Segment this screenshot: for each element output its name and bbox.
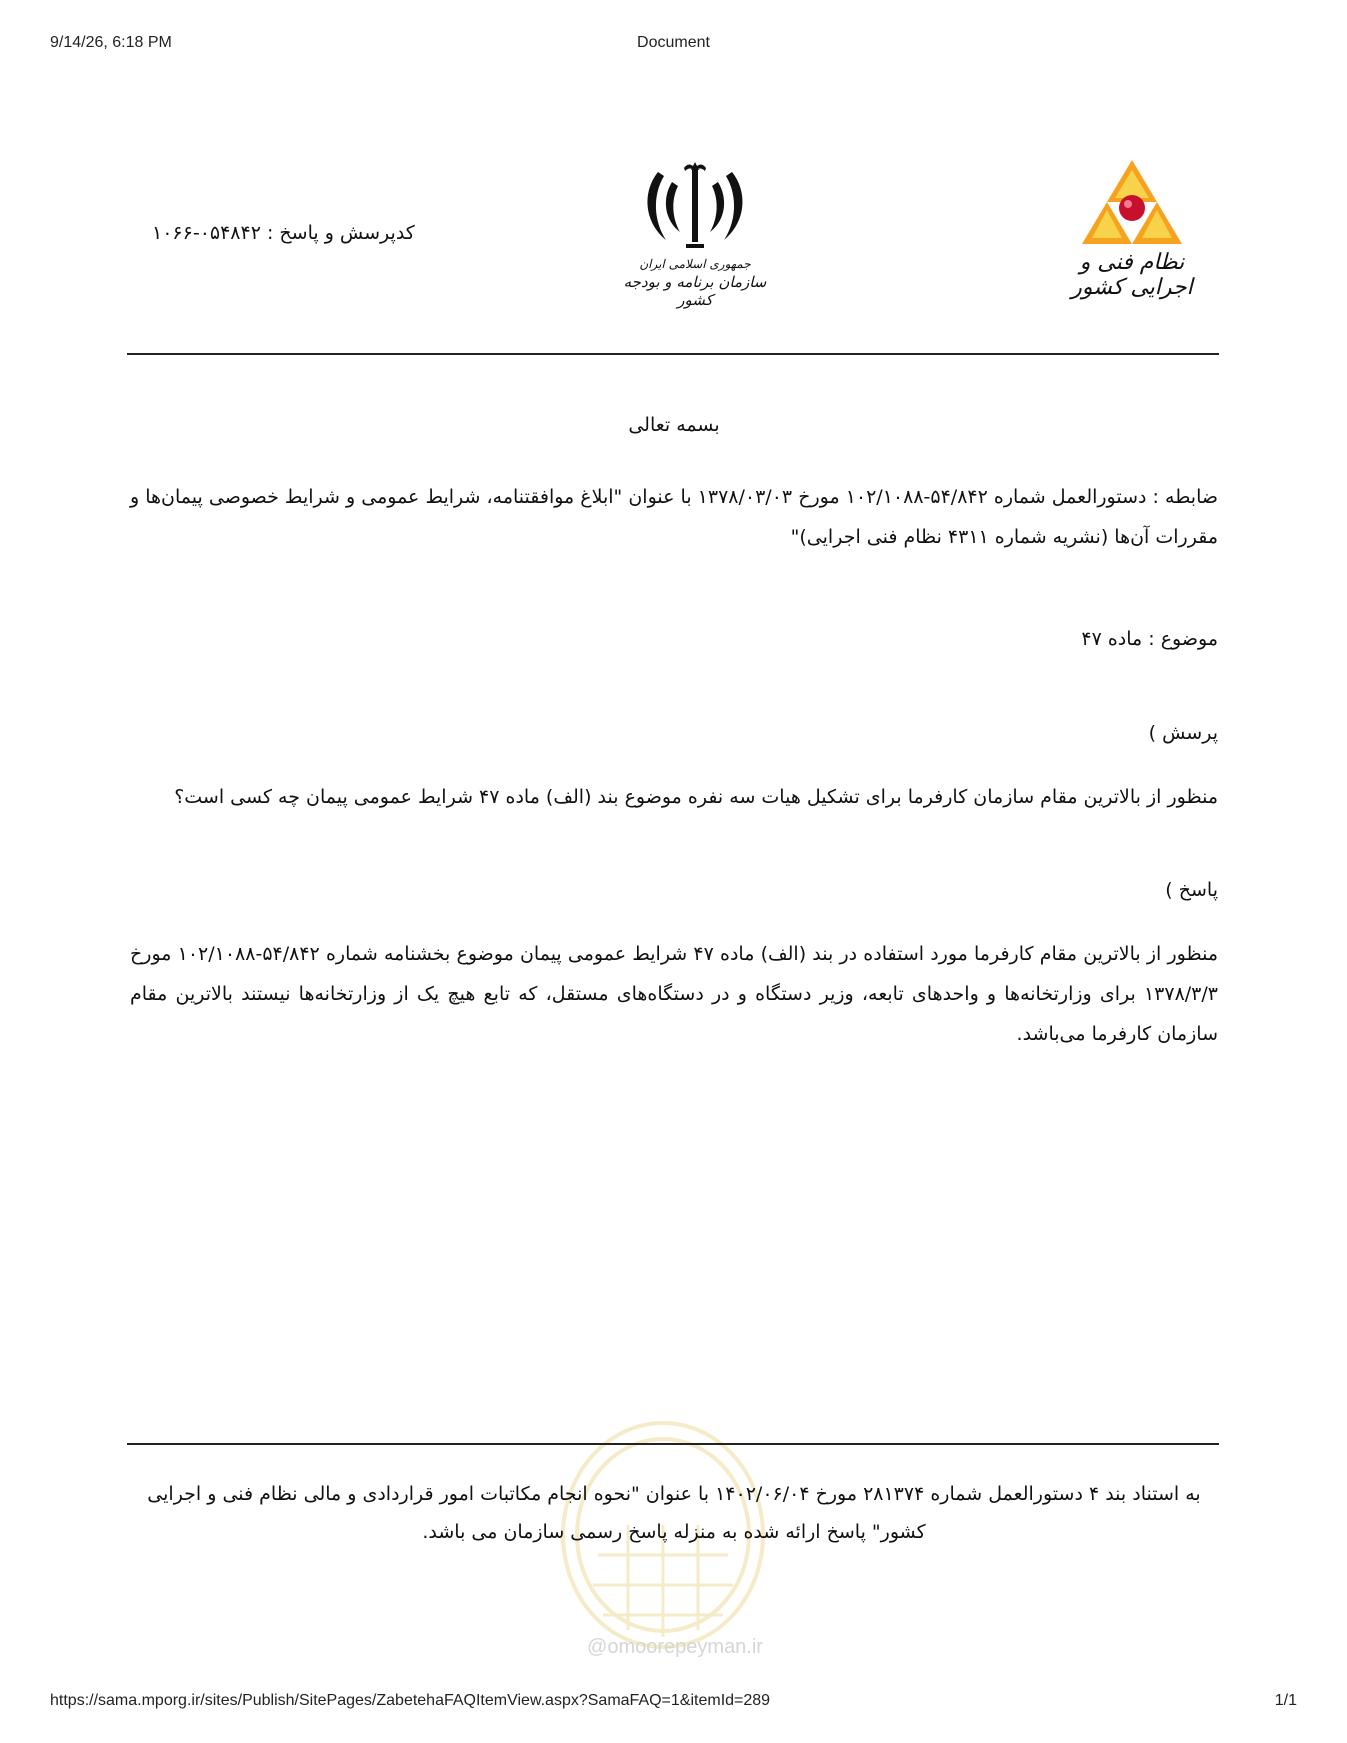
footer-divider bbox=[127, 1443, 1219, 1445]
regulation-paragraph: ضابطه : دستورالعمل شماره ۵۴/۸۴۲-۱۰۲/۱۰۸۸ مورخ ۱۳۷۸/۰۳/۰۳ با عنوان "ابلاغ موافقتنامه، شرایط عمومی و شرایط خصوصی پیمان‌ها و مقررات آن‌ها (نشریه شماره ۴۳۱۱ نظام فنی اجرایی)" bbox=[130, 486, 1219, 548]
emblem-line1: جمهوری اسلامی ایران bbox=[639, 257, 751, 271]
letterhead bbox=[127, 150, 1217, 325]
print-header bbox=[50, 34, 1297, 58]
page-count: 1/1 bbox=[1274, 1692, 1297, 1709]
print-footer bbox=[50, 1692, 1297, 1716]
answer-label: پاسخ ) bbox=[1165, 879, 1218, 901]
technical-system-logo-icon bbox=[1077, 158, 1187, 244]
watermark-site: @omoorepeyman.ir bbox=[587, 1636, 763, 1658]
salutation: بسمه تعالی bbox=[628, 414, 720, 436]
iran-emblem bbox=[605, 160, 785, 310]
subject-line: موضوع : ماده ۴۷ bbox=[1081, 628, 1218, 650]
emblem-line2: سازمان برنامه و بودجه کشور bbox=[623, 273, 767, 309]
org-name: نظام فنی و اجرایی کشور bbox=[1071, 250, 1193, 300]
print-title: Document bbox=[637, 34, 710, 51]
answer-text: منظور از بالاترین مقام کارفرما مورد استفاده در بند (الف) ماده ۴۷ شرایط عمومی پیمان موضوع بخشنامه شماره ۵۴/۸۴۲-۱۰۲/۱۰۸۸ مورخ ۱۳۷۸/۳/۳ برای وزارتخانه‌ها و واحدهای تابعه، وزیر دستگاه و در دستگاه‌های مستقل، که تابع هیچ یک از وزارتخانه‌ها نیستند بالاترین مقام سازمان کارفرما می‌باشد. bbox=[130, 943, 1218, 1045]
official-response-notice: به استناد بند ۴ دستورالعمل شماره ۲۸۱۳۷۴ مورخ ۱۴۰۲/۰۶/۰۴ با عنوان "نحوه انجام مکاتبات امور قراردادی و مالی نظام فنی و اجرایی کشور" پاسخ ارائه شده به منزله پاسخ رسمی سازمان می باشد. bbox=[147, 1483, 1201, 1543]
question-label: پرسش ) bbox=[1148, 722, 1218, 744]
question-text: منظور از بالاترین مقام سازمان کارفرما برای تشکیل هیات سه نفره موضوع بند (الف) ماده ۴۷ شرایط عمومی پیمان چه کسی است؟ bbox=[174, 786, 1218, 808]
org-logo bbox=[1057, 158, 1207, 308]
header-divider bbox=[127, 353, 1219, 355]
at-icon: @ bbox=[587, 1636, 608, 1658]
qa-code: کدپرسش و پاسخ : ۰۵۴۸۴۲-۱۰۶۶ bbox=[152, 222, 415, 244]
print-date: 9/14/26, 6:18 PM bbox=[50, 34, 172, 51]
print-url: https://sama.mporg.ir/sites/Publish/SitePages/ZabetehaFAQItemView.aspx?SamaFAQ=1&itemId=289 bbox=[50, 1692, 771, 1709]
iran-emblem-icon bbox=[640, 160, 750, 252]
